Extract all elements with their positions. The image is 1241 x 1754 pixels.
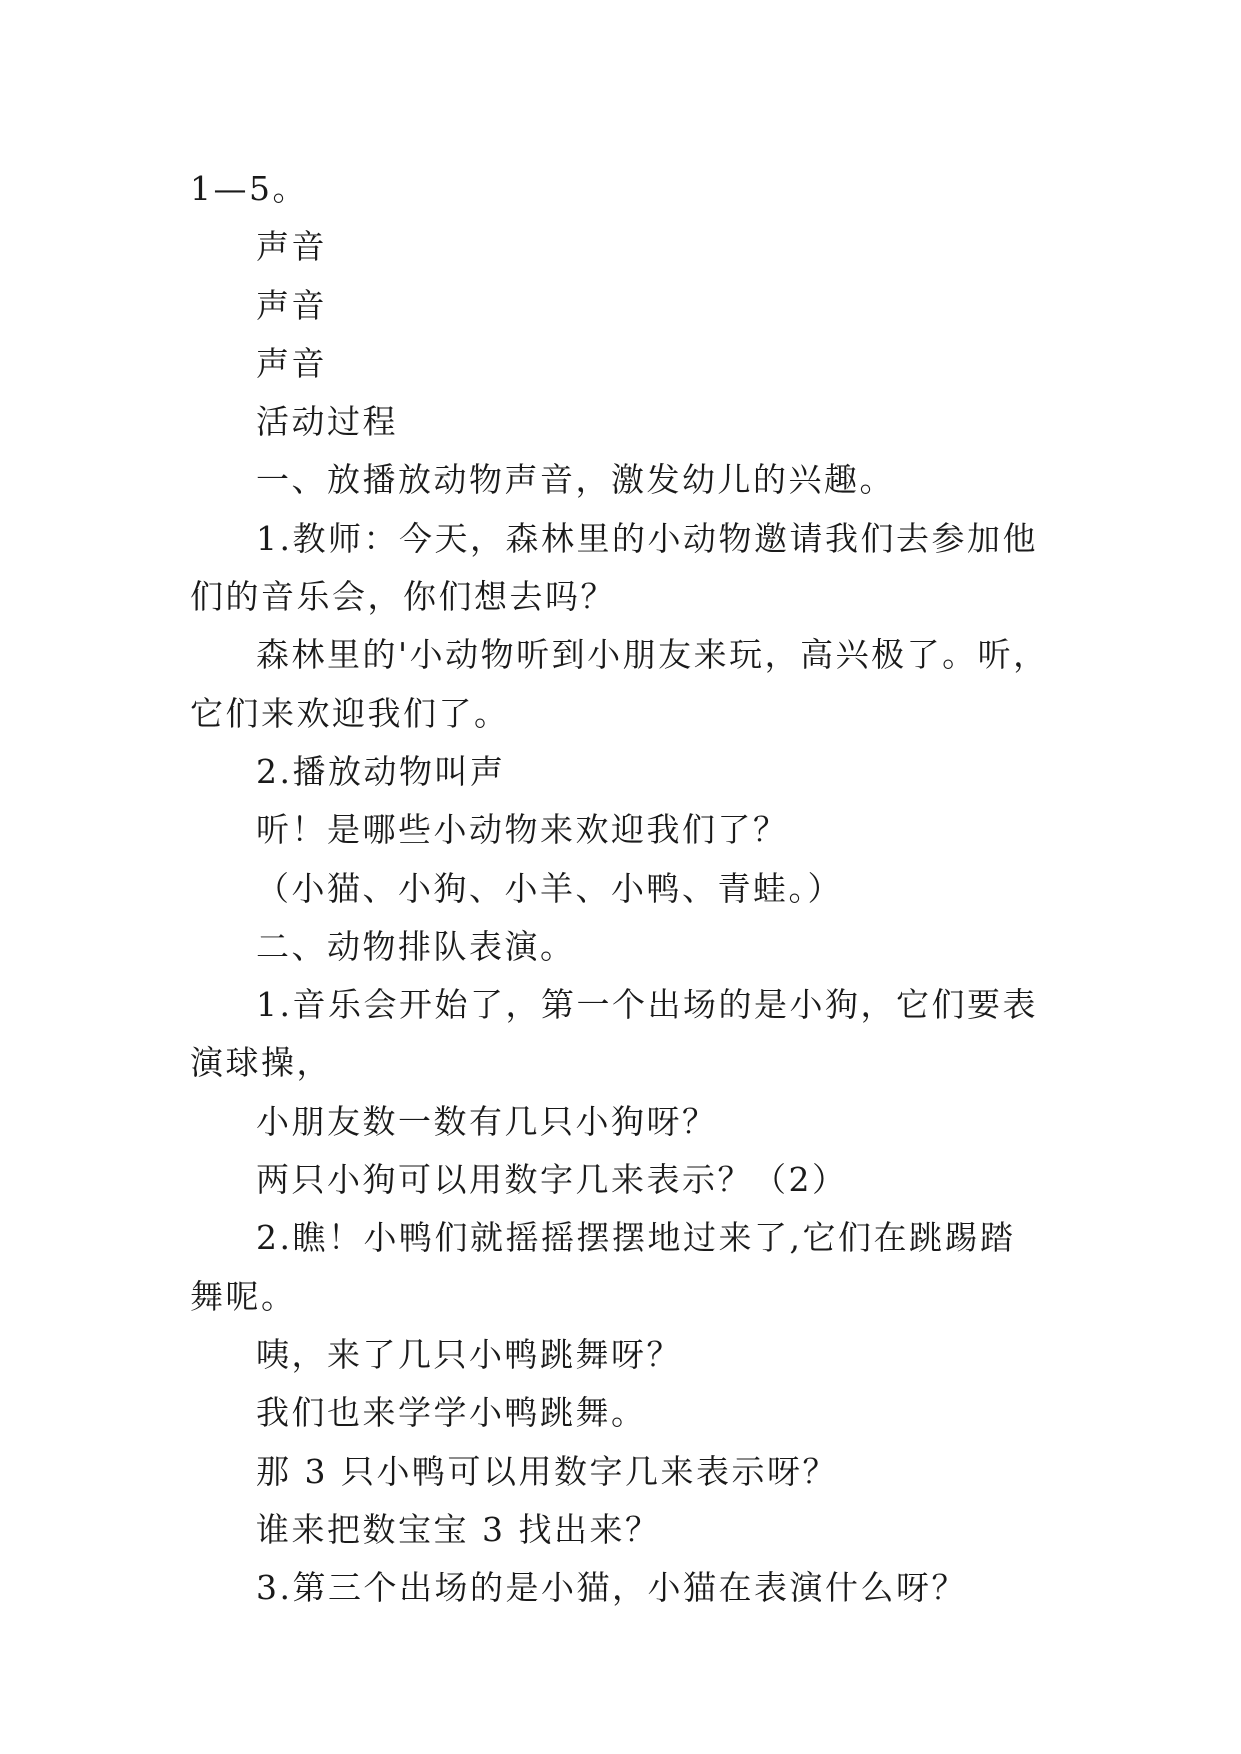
paragraph: 谁来把数宝宝 3 找出来？ <box>256 1509 661 1549</box>
paragraph: 咦，来了几只小鸭跳舞呀？ <box>256 1334 682 1374</box>
paragraph: 听！是哪些小动物来欢迎我们了？ <box>256 810 789 850</box>
paragraph: 3.第三个出场的是小猫，小猫在表演什么呀？ <box>256 1568 967 1608</box>
paragraph: 森林里的'小动物听到小朋友来玩，高兴极了。听，它们来欢迎我们了。 <box>190 635 1049 733</box>
section-heading-activity-process: 活动过程 <box>256 402 398 442</box>
paragraph-sound-3: 声音 <box>256 343 327 383</box>
paragraph: 小朋友数一数有几只小狗呀？ <box>256 1101 718 1141</box>
paragraph: 两只小狗可以用数字几来表示？（2） <box>256 1160 848 1200</box>
paragraph: 我们也来学学小鸭跳舞。 <box>256 1393 647 1433</box>
section-heading-part-one: 一、放播放动物声音，激发幼儿的兴趣。 <box>256 460 895 500</box>
paragraph: 1.音乐会开始了，第一个出场的是小狗，它们要表演球操， <box>190 985 1038 1083</box>
paragraph-range: 1—5。 <box>190 169 308 208</box>
paragraph: 那 3 只小鸭可以用数字几来表示呀？ <box>256 1451 838 1491</box>
paragraph: 2.播放动物叫声 <box>256 751 506 791</box>
paragraph: （小猫、小狗、小羊、小鸭、青蛙。） <box>256 868 843 908</box>
paragraph: 1.教师：今天，森林里的小动物邀请我们去参加他们的音乐会，你们想去吗？ <box>190 518 1038 617</box>
paragraph-sound-2: 声音 <box>256 285 327 325</box>
section-heading-part-two: 二、动物排队表演。 <box>256 926 576 966</box>
document-body <box>190 160 1050 1617</box>
paragraph: 2.瞧！小鸭们就摇摇摆摆地过来了,它们在跳踢踏舞呢。 <box>190 1218 1016 1316</box>
paragraph-sound-1: 声音 <box>256 227 327 267</box>
